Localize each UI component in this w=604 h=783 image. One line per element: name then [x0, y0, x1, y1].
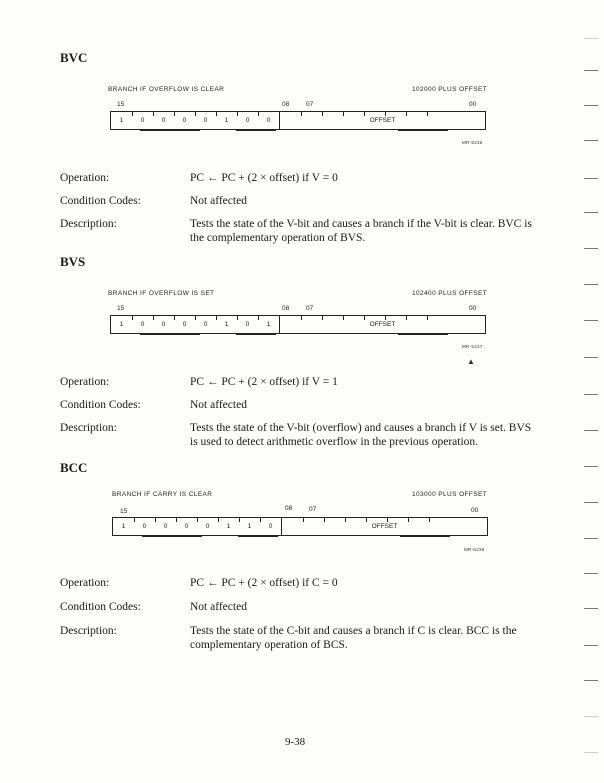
- figure-id: MR-5238: [464, 547, 485, 552]
- description-label: Description:: [60, 218, 117, 230]
- section-heading-bvc: BVC: [60, 50, 88, 65]
- opcode-label: 102000 PLUS OFFSET: [412, 86, 488, 93]
- bit-label-08: 08: [285, 505, 293, 512]
- bit-label-07: 07: [309, 506, 317, 513]
- description-text: Tests the state of the C-bit and causes a branch if C is clear. BCC is the complementary operation of BCS.: [190, 625, 517, 651]
- instruction-format-register: [110, 315, 486, 334]
- bit-cell: 0: [237, 112, 258, 129]
- bit-cell: 0: [153, 316, 174, 333]
- bit-cell: 0: [237, 316, 258, 333]
- figure-id: MR-5236: [462, 140, 483, 145]
- bit-cell: 1: [218, 518, 239, 535]
- instruction-format-register: [110, 111, 486, 130]
- bit-label-00: 00: [469, 305, 477, 312]
- offset-label: OFFSET: [369, 117, 396, 124]
- condition-codes-label: Condition Codes:: [60, 195, 141, 207]
- section-heading-bvs: BVS: [60, 254, 86, 269]
- offset-field: [281, 518, 487, 535]
- bit-label-15: 15: [120, 508, 128, 515]
- bit-cell: 0: [176, 518, 197, 535]
- bit-label-00: 00: [469, 101, 477, 108]
- operation-label: Operation:: [60, 172, 110, 184]
- bit-label-08: 08: [282, 305, 290, 312]
- bit-cell: 0: [153, 112, 174, 129]
- bit-cell: 0: [134, 518, 155, 535]
- condition-codes-text: Not affected: [190, 601, 247, 613]
- bit-cell: 0: [197, 518, 218, 535]
- bit-cell: 0: [195, 316, 216, 333]
- page-number: 9-38: [285, 736, 306, 748]
- bit-label-15: 15: [117, 305, 125, 312]
- operation-text: PC ← PC + (2 × offset) if V = 0: [190, 172, 338, 184]
- diagram-caption: BRANCH IF OVERFLOW IS CLEAR: [108, 86, 225, 93]
- opcode-label: 102400 PLUS OFFSET: [412, 290, 488, 297]
- bit-cell: 1: [119, 321, 124, 328]
- bit-cell: 1: [216, 112, 237, 129]
- bit-cell: 1: [119, 117, 124, 124]
- bit-cell: 1: [258, 316, 279, 333]
- diagram-caption: BRANCH IF CARRY IS CLEAR: [112, 491, 213, 498]
- bit-cell: 0: [174, 316, 195, 333]
- bit-cell: 1: [216, 316, 237, 333]
- operation-label: Operation:: [60, 577, 110, 589]
- bit-label-07: 07: [306, 305, 314, 312]
- condition-codes-label: Condition Codes:: [60, 601, 141, 613]
- bit-label-08: 08: [282, 101, 290, 108]
- condition-codes-text: Not affected: [190, 195, 247, 207]
- bit-cell: 1: [239, 518, 260, 535]
- bit-cell: 1: [121, 523, 126, 530]
- bit-cell: 0: [260, 518, 281, 535]
- bit-cell: 0: [195, 112, 216, 129]
- operation-label: Operation:: [60, 376, 110, 388]
- offset-label: OFFSET: [371, 523, 398, 530]
- print-mark: ▲: [467, 357, 475, 366]
- figure-id: MR-5237: [462, 344, 483, 349]
- offset-label: OFFSET: [369, 321, 396, 328]
- bit-cell: 0: [155, 518, 176, 535]
- bit-label-15: 15: [117, 101, 125, 108]
- bit-cell: 0: [132, 316, 153, 333]
- description-label: Description:: [60, 422, 117, 434]
- bit-cell: 0: [174, 112, 195, 129]
- offset-field: [279, 316, 485, 333]
- instruction-format-register: [112, 517, 488, 536]
- bit-cell: 0: [132, 112, 153, 129]
- condition-codes-label: Condition Codes:: [60, 399, 141, 411]
- bit-label-07: 07: [306, 101, 314, 108]
- diagram-caption: BRANCH IF OVERFLOW IS SET: [108, 290, 215, 297]
- bit-cell: 0: [258, 112, 279, 129]
- operation-text: PC ← PC + (2 × offset) if C = 0: [190, 577, 338, 589]
- description-text: Tests the state of the V-bit and causes a branch if the V-bit is clear. BVC is the complementary operation of BVS.: [190, 218, 532, 244]
- description-label: Description:: [60, 625, 117, 637]
- operation-text: PC ← PC + (2 × offset) if V = 1: [190, 376, 338, 388]
- description-text: Tests the state of the V-bit (overflow) and causes a branch if V is set. BVS is used to detect arithmetic overflow in the previous operation.: [190, 422, 532, 448]
- offset-field: [279, 112, 485, 129]
- opcode-label: 103000 PLUS OFFSET: [412, 491, 488, 498]
- bit-label-00: 00: [471, 507, 479, 514]
- section-heading-bcc: BCC: [60, 460, 88, 475]
- condition-codes-text: Not affected: [190, 399, 247, 411]
